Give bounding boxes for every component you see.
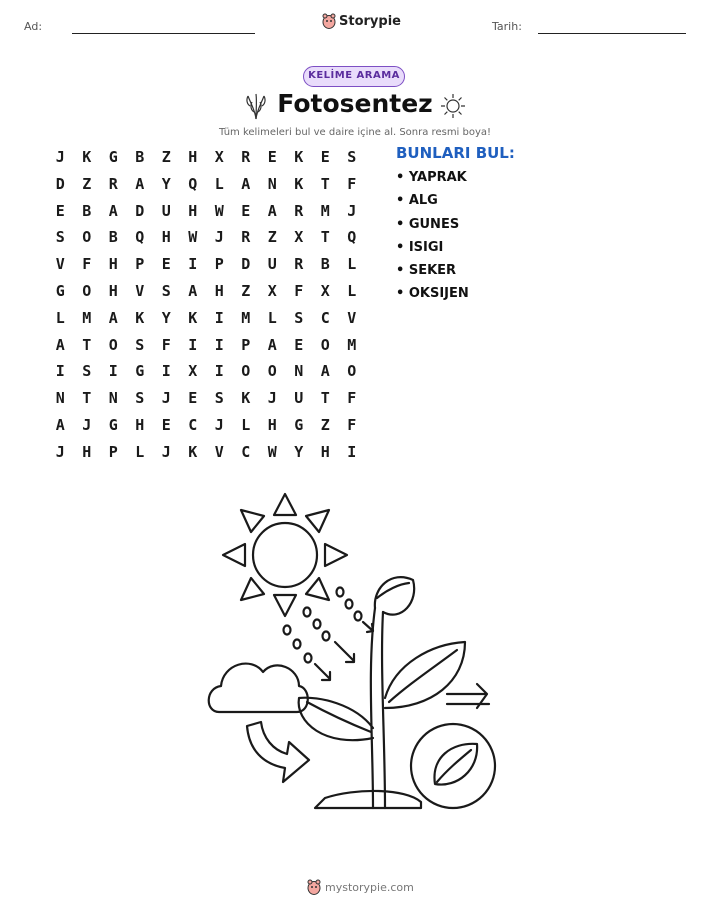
grid-letter[interactable]: R [294, 255, 304, 274]
grid-letter[interactable]: C [188, 415, 198, 434]
grid-row [47, 361, 365, 388]
grid-row [47, 147, 365, 174]
grid-letter[interactable]: A [267, 201, 277, 220]
grid-letter[interactable]: A [55, 415, 65, 434]
grid-letter[interactable]: V [135, 281, 145, 300]
grid-letter[interactable]: L [55, 308, 65, 327]
grid-letter[interactable]: A [108, 308, 118, 327]
grid-letter[interactable]: B [320, 255, 330, 274]
footer [307, 879, 414, 895]
grid-letter[interactable]: Y [294, 442, 304, 461]
grid-letter[interactable]: J [55, 148, 65, 166]
grid-letter[interactable]: S [294, 308, 304, 327]
word-list-title: BUNLARI BUL: [396, 144, 515, 162]
grid-letter[interactable]: K [294, 148, 304, 166]
storypie-mascot-icon [322, 13, 336, 29]
sun-icon [223, 494, 347, 616]
storypie-mascot-icon [307, 879, 321, 895]
grid-row [47, 174, 365, 201]
grid-letter[interactable]: K [294, 174, 304, 193]
grid-letter[interactable]: S [214, 389, 224, 408]
grid-row [47, 415, 365, 442]
grid-letter[interactable]: E [294, 335, 304, 354]
grid-letter[interactable]: M [320, 201, 330, 220]
grid-letter[interactable]: M [347, 335, 357, 354]
grid-letter[interactable]: I [55, 362, 65, 381]
brand-logo [322, 13, 401, 29]
grid-letter[interactable]: I [188, 335, 198, 354]
grid-letter[interactable]: N [294, 362, 304, 381]
grid-row [47, 254, 365, 281]
name-line[interactable] [72, 33, 255, 34]
grid-letter[interactable]: Z [241, 281, 251, 300]
leaf-circle-icon [411, 724, 495, 808]
word-item: • YAPRAK [396, 170, 467, 185]
grid-letter[interactable]: G [135, 362, 145, 381]
footer-url[interactable]: mystorypie.com [325, 880, 414, 894]
plant-icon [299, 577, 465, 808]
word-list [396, 170, 469, 310]
grid-letter[interactable]: J [267, 389, 277, 408]
curved-arrow-icon [247, 722, 309, 782]
word-item: • GUNES [396, 216, 460, 232]
grid-letter[interactable]: F [161, 335, 171, 354]
grid-letter[interactable]: S [135, 389, 145, 408]
grid-letter[interactable]: H [188, 201, 198, 220]
grid-letter[interactable]: I [188, 255, 198, 274]
grid-letter[interactable]: O [267, 362, 277, 381]
grid-letter[interactable]: M [82, 308, 92, 327]
grid-letter[interactable]: Z [267, 228, 277, 247]
grid-letter[interactable]: K [241, 389, 251, 408]
grid-letter[interactable]: P [241, 335, 251, 354]
grid-letter[interactable]: A [320, 362, 330, 381]
sun-small-icon [439, 92, 467, 120]
grid-letter[interactable]: I [214, 335, 224, 354]
grid-letter[interactable]: I [347, 442, 357, 461]
grid-letter[interactable]: J [214, 415, 224, 434]
grid-letter[interactable]: C [241, 442, 251, 461]
grid-letter[interactable]: L [347, 255, 357, 274]
activity-badge: KELİME ARAMA [303, 66, 405, 87]
grid-letter[interactable]: Z [161, 148, 171, 166]
grid-letter[interactable]: S [135, 335, 145, 354]
word-item: • ISIGI [396, 239, 444, 255]
word-item: • OKSIJEN [396, 286, 469, 302]
grid-letter[interactable]: J [347, 201, 357, 220]
grid-letter[interactable]: Q [188, 174, 198, 193]
grid-letter[interactable]: T [82, 389, 92, 408]
grid-letter[interactable]: J [214, 228, 224, 247]
grid-letter[interactable]: H [320, 442, 330, 461]
grid-letter[interactable]: F [347, 415, 357, 434]
word-search-grid[interactable] [47, 147, 365, 469]
grid-letter[interactable]: H [267, 415, 277, 434]
grid-letter[interactable]: G [108, 148, 118, 166]
grid-letter[interactable]: V [347, 308, 357, 327]
grid-letter[interactable]: A [188, 281, 198, 300]
grid-letter[interactable]: I [161, 362, 171, 381]
grid-letter[interactable]: N [108, 389, 118, 408]
grid-letter[interactable]: V [214, 442, 224, 461]
grid-letter[interactable]: X [320, 281, 330, 300]
grid-letter[interactable]: N [55, 389, 65, 408]
grid-letter[interactable]: H [188, 148, 198, 166]
grid-row [47, 388, 365, 415]
grid-letter[interactable]: J [82, 415, 92, 434]
grid-letter[interactable]: H [82, 442, 92, 461]
grid-letter[interactable]: Q [135, 228, 145, 247]
grid-row [47, 227, 365, 254]
grid-letter[interactable]: O [320, 335, 330, 354]
seaweed-icon [243, 92, 269, 120]
name-label: Ad: [24, 20, 43, 33]
grid-letter[interactable]: Z [320, 415, 330, 434]
grid-letter[interactable]: Y [161, 174, 171, 193]
grid-row [47, 201, 365, 228]
grid-letter[interactable]: Y [161, 308, 171, 327]
instructions: Tüm kelimeleri bul ve daire içine al. Sonra resmi boya! [218, 127, 492, 138]
grid-letter[interactable]: A [108, 201, 118, 220]
grid-row [47, 442, 365, 469]
grid-letter[interactable]: E [161, 415, 171, 434]
grid-letter[interactable]: L [241, 415, 251, 434]
grid-letter[interactable]: G [294, 415, 304, 434]
page-title: Fotosentez [277, 89, 433, 118]
grid-letter[interactable]: U [294, 389, 304, 408]
grid-letter[interactable]: A [267, 335, 277, 354]
grid-letter[interactable]: S [55, 228, 65, 247]
word-item: • ALG [396, 193, 438, 209]
grid-letter[interactable]: I [214, 362, 224, 381]
grid-letter[interactable]: E [241, 201, 251, 220]
grid-letter[interactable]: I [214, 308, 224, 327]
grid-letter[interactable]: O [347, 362, 357, 381]
grid-letter[interactable]: W [188, 228, 198, 247]
grid-letter[interactable]: O [108, 335, 118, 354]
grid-letter[interactable]: N [267, 174, 277, 193]
grid-letter[interactable]: F [347, 174, 357, 193]
grid-letter[interactable]: W [214, 201, 224, 220]
grid-letter[interactable]: D [135, 201, 145, 220]
grid-letter[interactable]: M [241, 308, 251, 327]
grid-letter[interactable]: H [135, 415, 145, 434]
grid-letter[interactable]: H [108, 281, 118, 300]
grid-letter[interactable]: X [188, 362, 198, 381]
grid-letter[interactable]: B [82, 201, 92, 220]
grid-letter[interactable]: X [267, 281, 277, 300]
grid-letter[interactable]: R [241, 228, 251, 247]
photosynthesis-coloring-image[interactable] [195, 488, 515, 818]
grid-letter[interactable]: A [135, 174, 145, 193]
grid-letter[interactable]: L [214, 174, 224, 193]
grid-letter[interactable]: B [108, 228, 118, 247]
grid-letter[interactable]: O [82, 228, 92, 247]
grid-letter[interactable]: E [55, 201, 65, 220]
grid-letter[interactable]: S [161, 281, 171, 300]
grid-letter[interactable]: G [55, 281, 65, 300]
grid-letter[interactable]: J [161, 442, 171, 461]
grid-letter[interactable]: E [267, 148, 277, 166]
date-label: Tarih: [492, 20, 522, 33]
grid-letter[interactable]: D [55, 174, 65, 193]
grid-letter[interactable]: P [135, 255, 145, 274]
grid-letter[interactable]: O [241, 362, 251, 381]
grid-letter[interactable]: X [294, 228, 304, 247]
grid-letter[interactable]: H [161, 228, 171, 247]
grid-letter[interactable]: J [161, 389, 171, 408]
grid-letter[interactable]: H [214, 281, 224, 300]
grid-letter[interactable]: R [294, 201, 304, 220]
grid-letter[interactable]: E [320, 148, 330, 166]
grid-row [47, 335, 365, 362]
grid-letter[interactable]: L [135, 442, 145, 461]
grid-letter[interactable]: R [108, 174, 118, 193]
brand-name: Storypie [339, 13, 401, 29]
grid-letter[interactable]: E [161, 255, 171, 274]
grid-letter[interactable]: A [241, 174, 251, 193]
grid-letter[interactable]: J [55, 442, 65, 461]
grid-letter[interactable]: U [267, 255, 277, 274]
grid-letter[interactable]: S [347, 148, 357, 166]
word-item: • SEKER [396, 263, 457, 279]
grid-letter[interactable]: C [320, 308, 330, 327]
grid-letter[interactable]: L [347, 281, 357, 300]
grid-letter[interactable]: Z [82, 174, 92, 193]
grid-letter[interactable]: T [320, 389, 330, 408]
grid-letter[interactable]: T [320, 228, 330, 247]
grid-row [47, 308, 365, 335]
date-line[interactable] [538, 33, 686, 34]
grid-letter[interactable]: I [108, 362, 118, 381]
grid-letter[interactable]: T [82, 335, 92, 354]
grid-letter[interactable]: F [294, 281, 304, 300]
grid-letter[interactable]: X [214, 148, 224, 166]
grid-letter[interactable]: F [82, 255, 92, 274]
grid-letter[interactable]: D [241, 255, 251, 274]
grid-letter[interactable]: P [108, 442, 118, 461]
grid-letter[interactable]: O [82, 281, 92, 300]
cloud-icon [209, 664, 308, 712]
grid-letter[interactable]: A [55, 335, 65, 354]
grid-letter[interactable]: K [188, 308, 198, 327]
grid-letter[interactable]: P [214, 255, 224, 274]
grid-letter[interactable]: S [82, 362, 92, 381]
grid-letter[interactable]: W [267, 442, 277, 461]
grid-letter[interactable]: K [82, 148, 92, 166]
grid-letter[interactable]: L [267, 308, 277, 327]
arrow-right-icon [447, 684, 489, 708]
light-rays-icon [284, 588, 374, 681]
grid-letter[interactable]: E [188, 389, 198, 408]
grid-letter[interactable]: K [188, 442, 198, 461]
grid-letter[interactable]: Q [347, 228, 357, 247]
grid-letter[interactable]: H [108, 255, 118, 274]
grid-letter[interactable]: T [320, 174, 330, 193]
grid-letter[interactable]: F [347, 389, 357, 408]
grid-letter[interactable]: U [161, 201, 171, 220]
grid-letter[interactable]: R [241, 148, 251, 166]
grid-letter[interactable]: V [55, 255, 65, 274]
grid-letter[interactable]: K [135, 308, 145, 327]
grid-row [47, 281, 365, 308]
grid-letter[interactable]: B [135, 148, 145, 166]
grid-letter[interactable]: G [108, 415, 118, 434]
